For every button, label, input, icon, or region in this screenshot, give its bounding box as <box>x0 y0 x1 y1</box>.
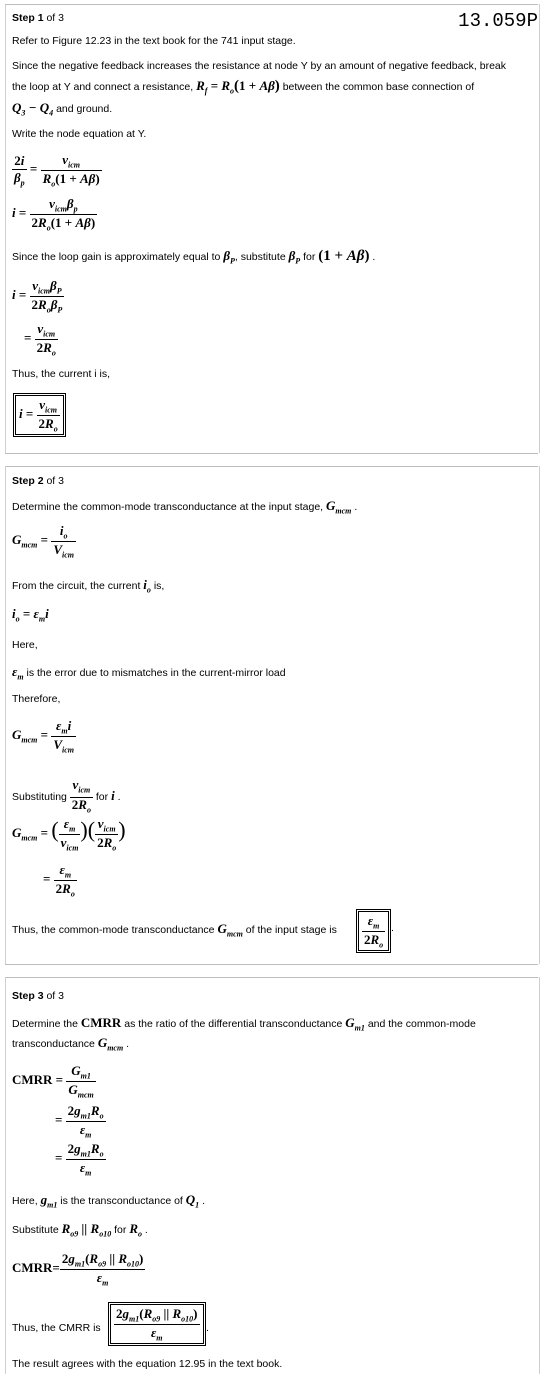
step-2-text: Therefore, <box>12 693 61 705</box>
step-3-text: transconductance $G_{mcm}$ . <box>12 1035 130 1053</box>
equation: = $\frac{v_{icm}}{2R_o}$ <box>24 321 56 358</box>
punctuation: . <box>64 410 67 422</box>
step-2-text: Thus, the common-mode transconductance $G_{mcm}$ of the input stage is <box>12 921 337 939</box>
step-2-panel <box>5 466 540 964</box>
punctuation: . <box>206 1322 209 1334</box>
step-1-text: Thus, the current i is, <box>12 368 111 380</box>
step-3-text: The result agrees with the equation 12.95 in the text book. <box>12 1358 283 1370</box>
equation: CMRR = $\frac{G_{m1}}{G_{mcm}}$ <box>12 1063 94 1100</box>
step-1-text: Since the negative feedback increases the resistance at node Y by an amount of negative feedback, break <box>12 60 507 72</box>
step-2-text: From the circuit, the current $i_o$ is, <box>12 577 165 595</box>
step-3-text: Here, $g_{m1}$ is the transconductance of $Q_1$ . <box>12 1192 205 1210</box>
step-3-text: Determine the CMRR as the ratio of the differential transconductance $G_{m1}$ and the common-mode <box>12 1015 476 1033</box>
step-1-text: $Q_3 - Q_4$ and ground. <box>12 100 113 118</box>
step-1-text: Since the loop gain is approximately equal to $\beta_P$, substitute $\beta_P$ for (1 + Aβ) . <box>12 248 376 266</box>
equation: $G_{mcm}$ = ( $\frac{\varepsilon_m}{v_{icm}}$ )( $\frac{v_{icm}}{2R_o}$ ) <box>12 816 126 853</box>
step-2-text: Determine the common-mode transconductance at the input stage, $G_{mcm}$ . <box>12 498 358 516</box>
step-1-text: Refer to Figure 12.23 in the text book for the 741 input stage. <box>12 35 296 47</box>
step-2-heading: Step 2 of 3 <box>12 475 64 487</box>
step-3-text: Substitute $R_{o9}$ || $R_{o10}$ for $R_o$ . <box>12 1221 148 1239</box>
equation: $G_{mcm}$ = $\frac{i_o}{V_{icm}}$ <box>12 523 74 560</box>
equation: = $\frac{2g_{m1}R_o}{\varepsilon_m}$ <box>55 1103 104 1140</box>
step-3-text: Thus, the CMRR is <box>12 1322 101 1334</box>
equation: i = $\frac{v_{icm}\beta_p}{2R_o(1 + A\beta)}$ <box>12 196 96 233</box>
step-3-heading: Step 3 of 3 <box>12 990 64 1002</box>
step-2-text: Substituting $\frac{v_{icm}}{2R_o}$ for i . <box>12 777 121 815</box>
punctuation: . <box>391 922 394 934</box>
answer-box: $\frac{2g_{m1}(R_{o9} || R_{o10})}{\varepsilon_m}$ <box>108 1302 206 1346</box>
step-1-text: Write the node equation at Y. <box>12 128 147 140</box>
step-1-text: the loop at Y and connect a resistance, $R_f = R_o(1 + A\beta)$ between the common base connection of <box>12 78 475 96</box>
answer-box: $\frac{\varepsilon_m}{2R_o}$ <box>356 909 391 953</box>
divider <box>5 964 538 965</box>
equation: CMRR= $\frac{2g_{m1}(R_{o9} || R_{o10})}{\varepsilon_m}$ <box>12 1251 144 1288</box>
equation: = $\frac{\varepsilon_m}{2R_o}$ <box>43 862 75 899</box>
problem-id: 13.059P <box>458 10 538 32</box>
equation: $i_o = \varepsilon_mi$ <box>12 606 49 624</box>
equation: = $\frac{2g_{m1}R_o}{\varepsilon_m}$ <box>55 1141 104 1178</box>
step-1-heading: Step 1 of 3 <box>12 12 64 24</box>
divider <box>5 453 538 454</box>
step-2-text: Here, <box>12 639 38 651</box>
step-2-text: $\varepsilon_m$ is the error due to mismatches in the current-mirror load <box>12 664 286 682</box>
answer-box: i = $\frac{v_{icm}}{2R_o}$ <box>13 393 66 437</box>
equation: i = $\frac{v_{icm}\beta_P}{2R_o\beta_P}$ <box>12 278 63 315</box>
equation: $\frac{2i}{\beta_p}$ = $\frac{v_{icm}}{R_o(1 + A\beta)}$ <box>14 152 100 189</box>
equation: $G_{mcm}$ = $\frac{\varepsilon_mi}{V_{icm}}$ <box>12 718 74 755</box>
top-border <box>5 4 538 5</box>
